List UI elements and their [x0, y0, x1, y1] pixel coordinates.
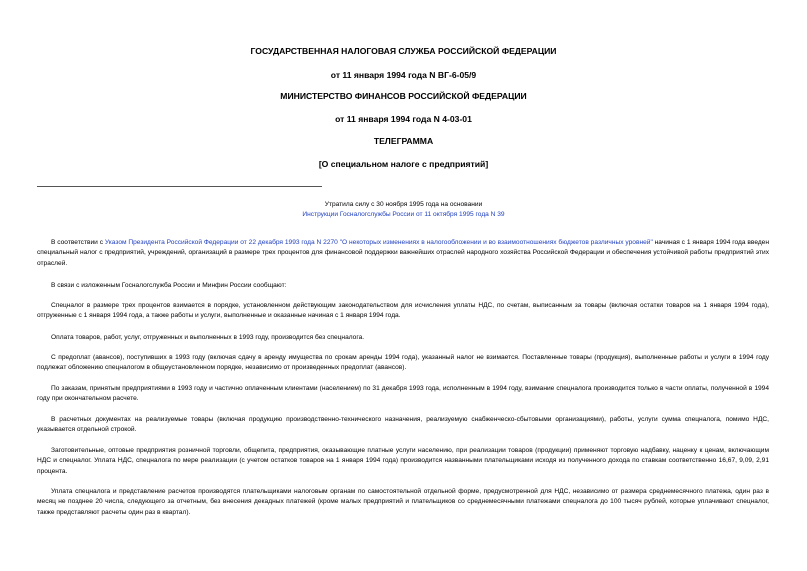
paragraph-3: Спецналог в размере трех процентов взимается в порядке, установленном действующим законодательством для исчисления уплаты НДС, по счетам, выписанным за товары (включая остатки товаров на 1 января 1994 года), отгруженные с 1 января 1994 года, а также работы и услуги, выполненные и оказанные начиная с 1 января 1994 года. — [37, 302, 769, 320]
paragraph-5: С предоплат (авансов), поступивших в 1993 году (включая сдачу в аренду имущества по срокам аренды 1994 года), указанный налог не взимается. Поставленные товары (продукция), выполненные работы и услуги в 1994 году подлежат обложению спецналогом в общеустановленном порядке, независимо от произведенных предоплат (авансов). — [37, 354, 769, 372]
issuer-finance-ministry: МИНИСТЕРСТВО ФИНАНСОВ РОССИЙСКОЙ ФЕДЕРАЦИИ — [280, 91, 527, 101]
header-divider — [37, 186, 322, 187]
issuer-tax-service-date: от 11 января 1994 года N ВГ-6-05/9 — [330, 70, 477, 80]
issuer-tax-service: ГОСУДАРСТВЕННАЯ НАЛОГОВАЯ СЛУЖБА РОССИЙСКОЙ ФЕДЕРАЦИИ — [250, 46, 557, 56]
paragraph-2: В связи с изложенным Госналогслужба России и Минфин России сообщают: — [51, 282, 287, 289]
document-subject: [О специальном налоге с предприятий] — [318, 159, 489, 169]
repeal-instruction-link[interactable]: Инструкции Госналогслужбы России от 11 октября 1995 года N 39 — [302, 211, 505, 218]
issuer-finance-ministry-date: от 11 января 1994 года N 4-03-01 — [335, 114, 472, 124]
paragraph-6: По заказам, принятым предприятиями в 1993 году и частично оплаченным клиентами (населением) по 31 декабря 1993 года, исполненным в 1994 году, взимание спецналога производится только в части оплаты, полученной в 1994 году при окончательном расчете. — [37, 385, 769, 403]
status-note: Утратила силу с 30 ноября 1995 года на основании — [324, 201, 483, 208]
document-type: ТЕЛЕГРАММА — [373, 136, 434, 146]
paragraph-7: В расчетных документах на реализуемые товары (включая продукцию производственно-технического назначения, реализуемую снабженческо-сбытовыми организациями), работы, услуги сумма спецналога, помимо НДС, указывается отдельной строкой. — [37, 416, 769, 434]
paragraph-8: Заготовительные, оптовые предприятия розничной торговли, общепита, предприятия, оказывающие платные услуги населению, при реализации товаров (продукции) применяют торговую надбавку, наценку к ценам, включающим НДС и спецналог. Уплата НДС, спецналога по мере реализации (с учетом остатков товаров на 1 января 1994 года) производится названными плательщиками исходя из полученного дохода по ставкам соответственно 16,67, 9,09, 2,91 процента. — [37, 447, 769, 475]
paragraph-1: В соответствии с Указом Президента Российской Федерации от 22 декабря 1993 года N 2270 "О некоторых изменениях в налогообложении и во взаимоотношениях бюджетов различных уровней" начиная с 1 января 1994 года введен специальный налог с предприятий, учреждений, организаций в размере трех процентов для финансовой поддержки важнейших отраслей народного хозяйства Российской Федерации и обеспечения устойчивой работы предприятий этих отраслей. — [37, 239, 769, 267]
paragraph-4: Оплата товаров, работ, услуг, отгруженных и выполненных в 1993 году, производится без спецналога. — [51, 334, 365, 341]
paragraph-9: Уплата спецналога и представление расчетов производятся плательщиками налоговым органам по самостоятельной отдельной форме, предусмотренной для НДС, независимо от размера среднемесячного платежа, один раз в месяц не позднее 20 числа, следующего за отчетным, без внесения декадных платежей (кроме малых предприятий и плательщиков со среднемесячными платежами спецналога до 100 тысяч рублей, которые уплачивают спецналог, также представляют расчеты один раз в квартал). — [37, 488, 769, 516]
presidential-decree-link[interactable]: Указом Президента Российской Федерации от 22 декабря 1993 года N 2270 "О некоторых изменениях в налогообложении и во взаимоотношениях бюджетов различных уровней" — [104, 239, 653, 246]
